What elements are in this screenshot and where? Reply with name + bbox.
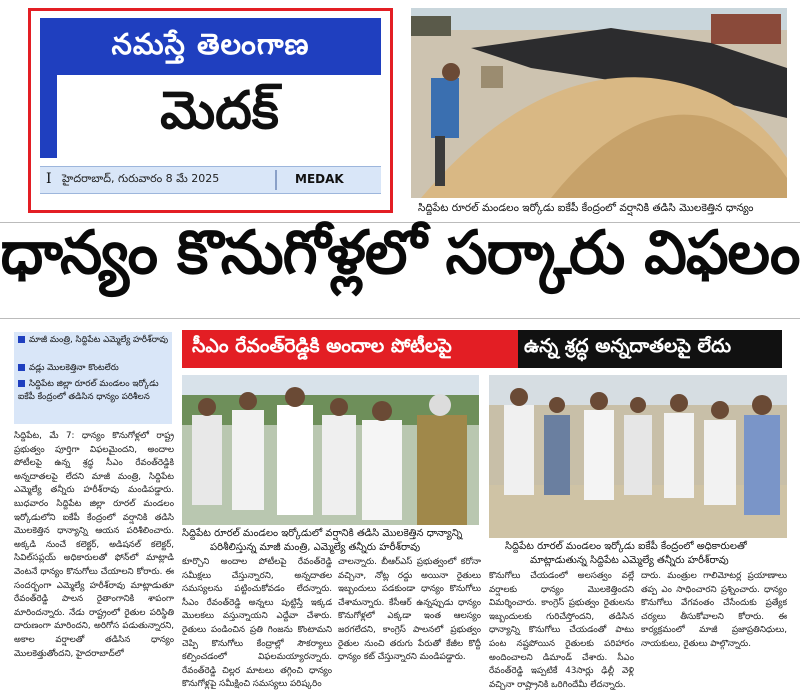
column-text: సిద్దిపేట, మే 7: ధాన్యం కొనుగోళ్లలో రాష్ట్ర ప్రభుత్వం పూర్తిగా విఫలమైందని, అందాల పోటీలపై ఉన్న శ్రద్ధ సీఎం రేవంత్‌రెడ్డికి అన్నదాతలపై లేదని మాజీ మంత్రి, సిద్దిపేట ఎమ్మెల్యే తన్నీరు హరీశ్‌రావు మండిపడ్డారు. బుధవారం సిద్దిపేట జిల్లా రూరల్ మండలం ఇర్కోడులోని ఐకేపీ కేంద్రంలో వర్షానికి తడిసి మొలకెత్తిన ధాన్యాన్ని ఆయన పరిశీలించారు. అక్కడి నుంచే కలెక్టర్, అడిషనల్ కలెక్టర్, సివిల్‌సప్లయ్ అధికారులతో ఫోన్‌లో మాట్లాడి వెంటనే ధాన్యం కొనుగోలు చేయాలని కోరారు. ఈ సందర్భంగా ఎమ్మెల్యే హరీశ్‌రావు మాట్లాడుతూ రేవంత్‌రెడ్డి పాలన రైతాంగానికి శాపంగా మారిందన్నారు. నేడు రాష్ట్రంలో రైతుల పరిస్థితి దారుణంగా మారిందని, అరిగోస పడుతున్నారని, అకాల వర్షాలతో తడిసిన ధాన్యం మొలకెత్తుతోందని, హైదరాబాద్‌లో bbox=[14, 431, 174, 659]
article-column-4 bbox=[489, 570, 634, 690]
photo-caption-mid-1: సిద్దిపేట రూరల్ మండలం ఇర్కోడులో వర్షానికి తడిసి మొలకెత్తిన ధాన్యాన్ని bbox=[182, 528, 463, 539]
subhead-black-text: ఉన్న శ్రద్ధ అన్నదాతలపై లేదు bbox=[524, 335, 732, 357]
article-column-1 bbox=[14, 430, 174, 690]
bullet-icon bbox=[18, 364, 25, 371]
subhead-red bbox=[182, 330, 518, 368]
officials-illustration bbox=[489, 375, 787, 538]
highlight-text: వడ్లు మొలకెత్తినా కొంటలేరు bbox=[29, 363, 119, 373]
highlight-text: మాజీ మంత్రి, సిద్దిపేట ఎమ్మెల్యే హరీశ్‌రావు bbox=[29, 335, 169, 345]
bullet-icon bbox=[18, 380, 25, 387]
photo-caption-top: సిద్దిపేట రూరల్ మండలం ఇర్కోడు ఐకేపీ కేంద్రంలో వర్షానికి తడిసి మొలకెత్తిన ధాన్యం bbox=[418, 202, 754, 214]
photo-inspection bbox=[182, 375, 479, 525]
masthead-banner bbox=[40, 18, 381, 158]
highlight-item bbox=[18, 362, 172, 375]
dateline: హైదరాబాద్, గురువారం 8 మే 2025 bbox=[62, 172, 220, 185]
dateline-strip bbox=[40, 166, 381, 194]
column-text: కొనుగోలు చేయడంలో అలసత్వం వల్లే వర్షాలకు ధాన్యం మొలకెత్తిందని విమర్శించారు. కాంగ్రెస్ ప్రభుత్వం రైతులను ఇబ్బందులకు గురిచేస్తోందని, తడిసిన ధాన్యాన్ని కొనుగోలు చేయడంతో పాటు పంట నష్టపోయిన రైతులకు పరిహారం అందించాలని డిమాండ్ చేశారు. సీఎం రేవంత్‌రెడ్డి ఇప్పటికే 43సార్లు ఢిల్లీ వెళ్లి వచ్చినా రాష్ట్రానికి ఒరిగిందేమీ లేదన్నారు. bbox=[489, 571, 634, 690]
bullet-icon bbox=[18, 336, 25, 343]
article-column-3 bbox=[338, 556, 481, 690]
photo-caption-right-1: సిద్దిపేట రూరల్ మండలం ఇర్కోడు ఐకేపీ కేంద్రంలో అధికారులతో bbox=[505, 541, 747, 552]
edition-code: MEDAK bbox=[295, 172, 344, 186]
divider bbox=[275, 170, 277, 190]
highlight-text: సిద్దిపేట జిల్లా రూరల్ మండలం ఇర్కోడు ఐకేపీ కేంద్రంలో తడిసిన ధాన్యం పరిశీలన bbox=[18, 379, 159, 402]
highlights-box bbox=[14, 332, 172, 424]
article-column-5 bbox=[641, 570, 787, 690]
newspaper-name: నమస్తే తెలంగాణ bbox=[111, 27, 310, 61]
photo-caption-mid-2: పరిశీలిస్తున్న మాజీ మంత్రి, ఎమ్మెల్యే తన్నీరు హరీశ్‌రావు bbox=[210, 542, 421, 553]
highlight-item bbox=[18, 378, 172, 404]
inspection-illustration bbox=[182, 375, 479, 525]
column-text: దారు. మంత్రుల గాలిమోటర్ల ప్రయాణాలు తప్ప ఎం సాధించారని ప్రశ్నించారు. ధాన్యం కొనుగోలు వేగవంతం చేసేందుకు ప్రత్యేక చర్యలు తీసుకోవాలని కోరారు. ఈ కార్యక్రమంలో మాజీ ప్రజాప్రతినిధులు, నాయకులు, రైతులు పాల్గొన్నారు. bbox=[641, 571, 787, 649]
photo-caption-right-2: మాట్లాడుతున్న సిద్దిపేట ఎమ్మెల్యే తన్నీరు హరీశ్‌రావు bbox=[530, 555, 729, 566]
issue-marker: I bbox=[46, 171, 52, 187]
main-headline: ధాన్యం కొనుగోళ్లలో సర్కారు విఫలం bbox=[0, 218, 800, 288]
photo-grain-heap bbox=[411, 8, 787, 198]
column-text: కూర్చొని అందాల పోటీలపై రేవంత్‌రెడ్డి సమీక్షలు చేస్తున్నారని, అన్నదాతల సమస్యలను పట్టించుకోవడం లేదన్నారు. సీఎం రేవంత్‌రెడ్డి అన్నలు పుట్టిస్తే ఇక్కడ మొలకలు వస్తున్నాయని ఎద్దేవా చేశారు. రైతులు పండించిన ప్రతి గింజను కొంటామని చెప్పి కొనుగోలు కేంద్రాల్లో సౌకర్యాలు కల్పించడంలో విఫలమయ్యారన్నారు. రేవంత్‌రెడ్డి చిల్లర మాటలు తగ్గించి ధాన్యం కొనుగోళ్లపై సమీక్షించి సమస్యలు పరిష్కరిం bbox=[182, 557, 332, 690]
grain-heap-illustration bbox=[411, 8, 787, 198]
photo-officials bbox=[489, 375, 787, 538]
masthead bbox=[28, 8, 393, 213]
highlight-item bbox=[18, 334, 172, 347]
subhead-black bbox=[518, 330, 782, 368]
subhead-red-text: సీఎం రేవంత్‌రెడ్డికి అందాల పోటీలపై bbox=[192, 335, 452, 357]
article-column-2 bbox=[182, 556, 332, 690]
edition-panel bbox=[57, 75, 382, 159]
column-text: చాలన్నారు. బీఆర్‌ఎస్ ప్రభుత్వంలో కరోనా వచ్చినా, నోట్ల రద్దు అయినా రైతులు ఇబ్బందులు పడకుండా ధాన్యం కొనుగోలు చేశామన్నారు. కేసీఆర్ ఉన్నప్పుడు ధాన్యం కొనుగోళ్లలో ఎక్కడా ఇంత ఆలస్యం జరగలేదని, కాంగ్రెస్ పాలనలో ప్రభుత్వం రైతుల నుంచి తరుగు పేరుతో కేజీల కొద్దీ ధాన్యం కట్ చేస్తున్నారని మండిపడ్డారు. bbox=[338, 557, 481, 663]
edition-name: మెదక్ bbox=[160, 81, 279, 141]
rule bbox=[0, 318, 800, 319]
